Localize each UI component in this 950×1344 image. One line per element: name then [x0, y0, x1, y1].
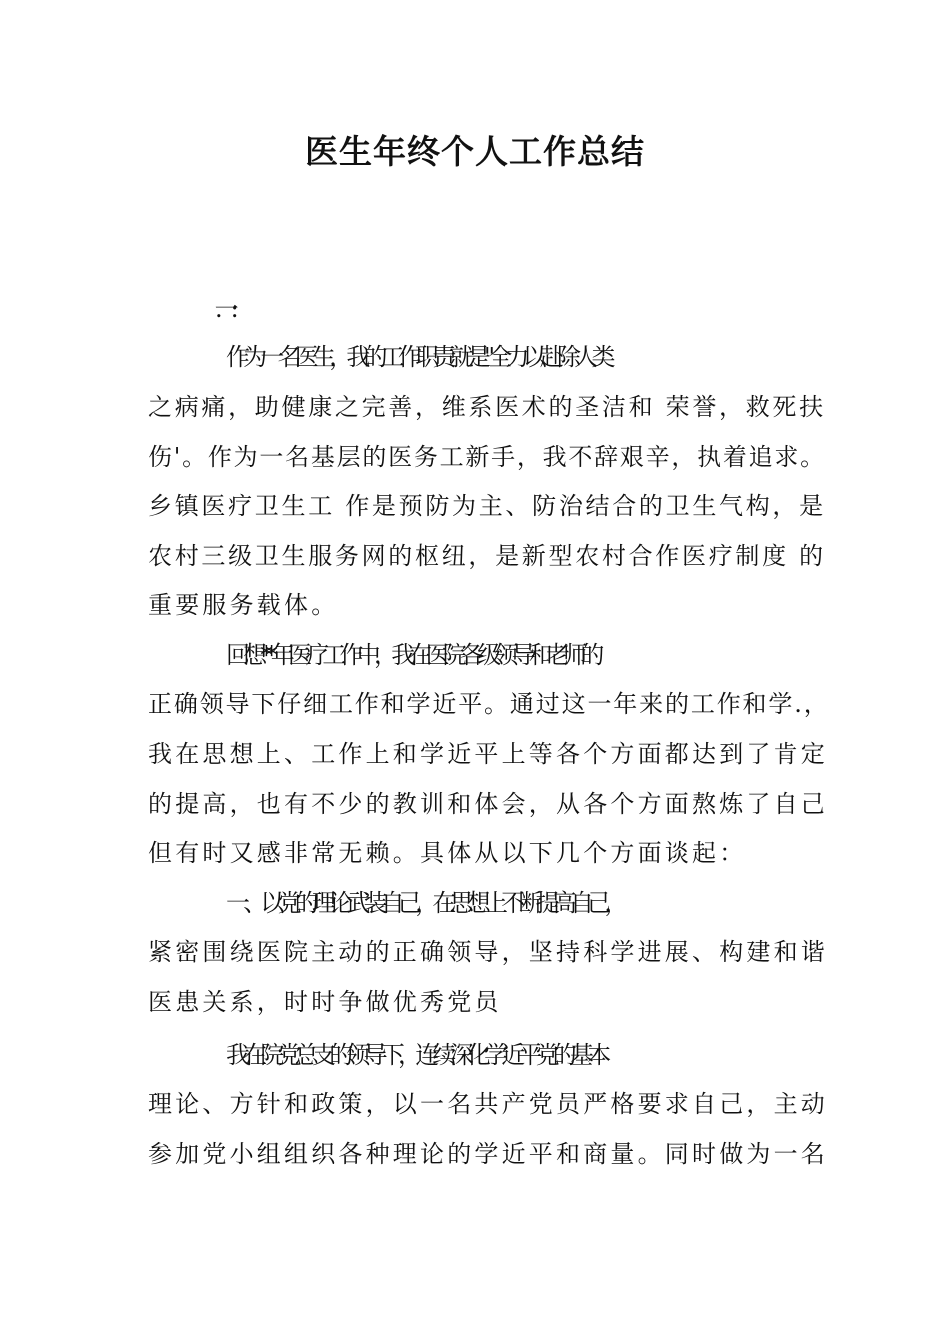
paragraph-line: 作为一名医生，我的工作职责就是"全力以赴除人类	[226, 343, 609, 371]
paragraph-line: 之病痛，助健康之完善，维系医术的圣洁和 荣誉，救死扶	[148, 393, 826, 421]
paragraph-line: 正确领导下仔细工作和学近平。通过这一年来的工作和学.，	[148, 690, 830, 718]
paragraph-line: 参加党小组组织各种理论的学近平和商量。同时做为一名	[148, 1140, 828, 1168]
paragraph-line: 农村三级卫生服务网的枢纽，是新型农村合作医疗制度 的	[148, 542, 826, 570]
paragraph-line: 但有时又感非常无赖。具体从以下几个方面谈起：	[148, 839, 747, 867]
paragraph-line: 我在思想上、工作上和学近平上等各个方面都达到了肯定	[148, 740, 828, 768]
paragraph-line: 紧密围绕医院主动的正确领导，坚持科学进展、构建和谐	[148, 938, 828, 966]
paragraph-line: 重要服务载体。	[148, 591, 339, 619]
paragraph-line: 一、以党的理论武装自己，在思想上不断提高自己，	[226, 889, 622, 917]
paragraph-line: 医患关系，时时争做优秀党员	[148, 988, 502, 1016]
section-mark: .一:	[215, 295, 231, 323]
document-title: 医生年终个人工作总结	[305, 132, 645, 171]
paragraph-line: 理论、方针和政策，以一名共产党员严格要求自己，主动	[148, 1090, 828, 1118]
paragraph-line: 回想**年医疗工作中，我在医院各级领导和老师的	[226, 641, 598, 669]
paragraph-line: 伤'。作为一名基层的医务工新手，我不辞艰辛，执着追求。	[148, 443, 826, 471]
paragraph-line: 的提高，也有不少的教训和体会，从各个方面熬炼了自己	[148, 790, 828, 818]
paragraph-line: 乡镇医疗卫生工 作是预防为主、防治结合的卫生气构，是	[148, 492, 826, 520]
paragraph-line: 我在院党总支的领导下，连续深化学近平党的基本	[226, 1041, 605, 1069]
